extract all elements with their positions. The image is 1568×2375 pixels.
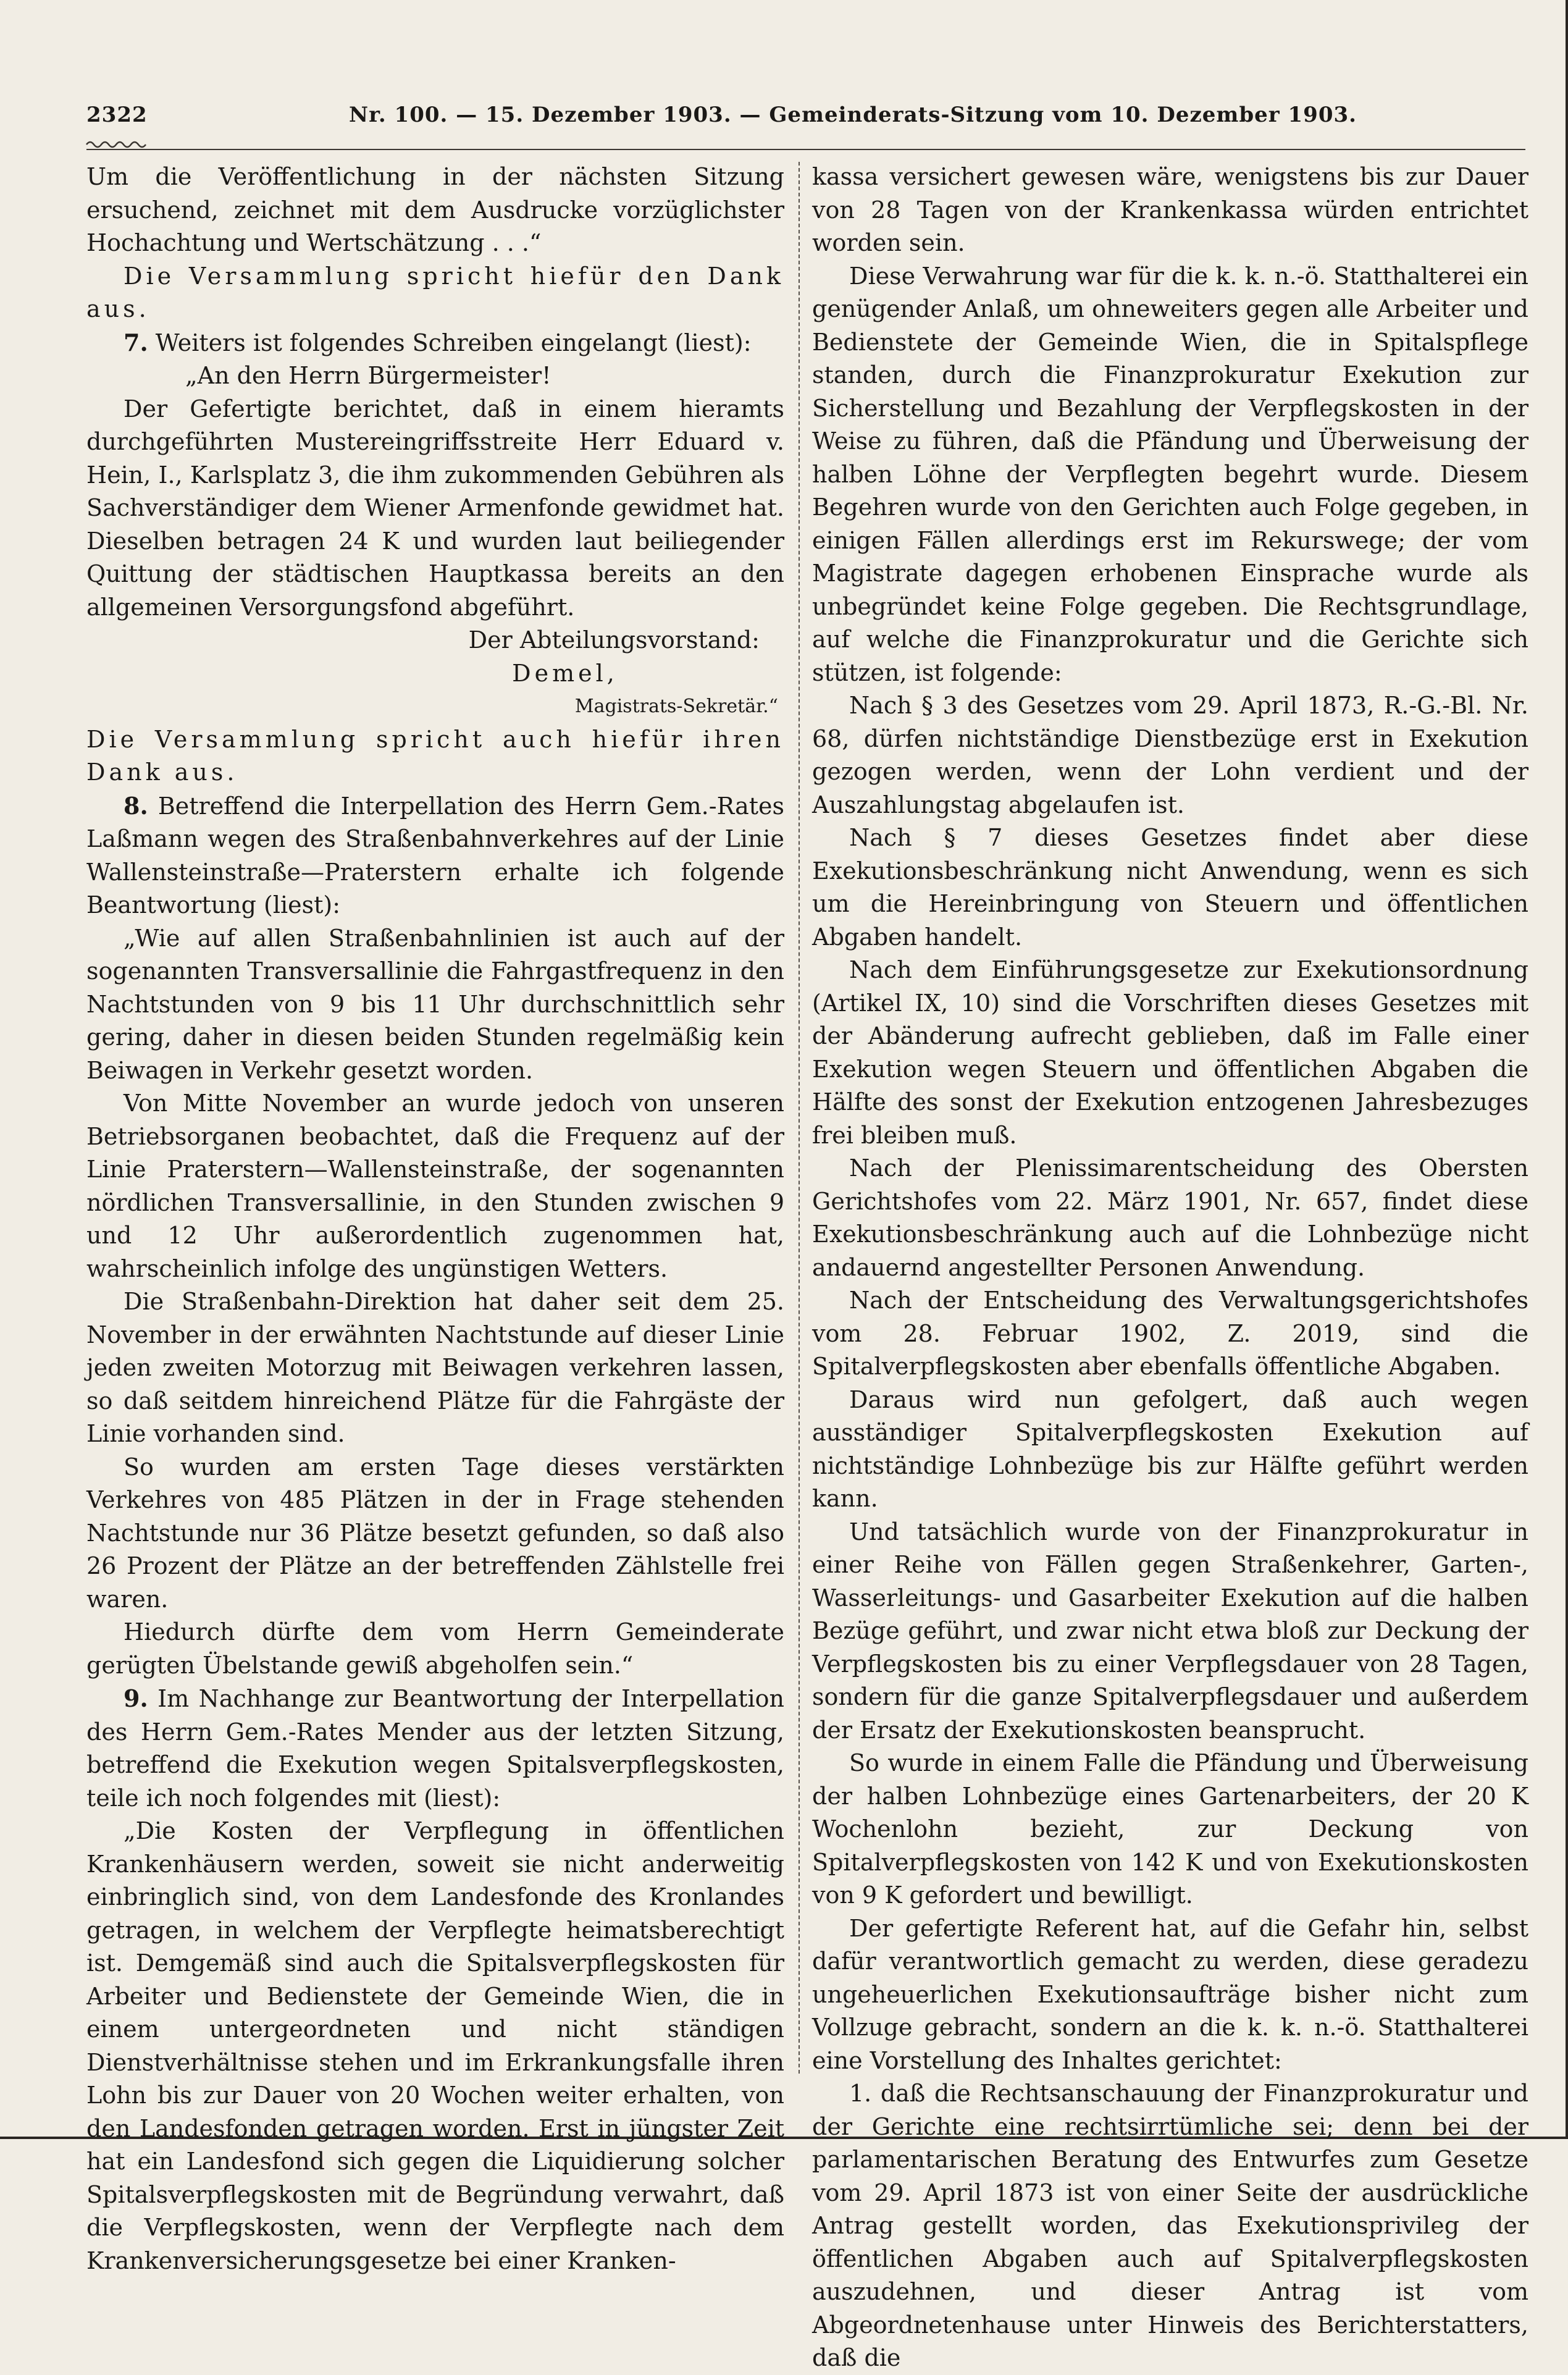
section-number: 8. [124,791,148,820]
paragraph: kassa versichert gewesen wäre, wenigstens bis zur Dauer von 28 Tagen von der Krankenkassa würden entrichtet worden sein. [812,163,1528,256]
paragraph: Die Versammlung spricht auch hiefür ihren Dank aus. [86,725,784,786]
paragraph-text: Betreffend die Interpellation des Herrn Gem.-Rates Laßmann wegen des Straßenbahnverkehres auf der Linie Wallensteinstraße—Praterstern erhalte ich folgende Beantwortung (liest): [86,792,784,918]
paragraph: 1. daß die Rechtsanschauung der Finanzprokuratur und der Gerichte eine rechtsirrtümliche sei; denn bei der parlamentarischen Beratung des Entwurfes zum Gesetze vom 29. April 1873 ist von einer Seite der ausdrückliche Antrag gestellt worden, das Exekutionsprivileg der öffentlichen Abgaben auch auf Spitalverpflegskosten auszudehnen, und dieser Antrag ist vom Abgeordnetenhause unter Hinweis des Berichterstatters, daß die [812,2080,1528,2371]
header-wavy-rule [86,138,1525,151]
signature-name: Demel, [512,659,618,687]
paragraph: Nach der Plenissimarentscheidung des Obersten Gerichtshofes vom 22. März 1901, Nr. 657, findet diese Exekutionsbeschränkung auch auf die Lohnbezüge nicht andauernd angestellter Personen Anwendung. [812,1154,1528,1281]
paragraph-text: Im Nachhange zur Beantwortung der Interpellation des Herrn Gem.-Rates Mender aus der letzten Sitzung, betreffend die Exekution wegen Spitalsverpflegskosten, teile ich noch folgendes mit (liest): [86,1685,784,1812]
signature-title: Magistrats-Sekretär.“ [574,696,778,717]
paragraph-text: Weiters ist folgendes Schreiben eingelangt (liest): [155,329,752,356]
paragraph: Die Versammlung spricht hiefür den Dank aus. [86,262,784,322]
letter-salutation: „An den Herrn Bürgermeister! [185,362,551,389]
paragraph: „Die Kosten der Verpflegung in öffentlichen Krankenhäusern werden, soweit sie nicht anderweitig einbringlich sind, von dem Landesfonde des Kronlandes getragen, in welchem der Verpflegte heimatsberechtigt ist. Demgemäß sind auch die Spitalsverpflegskosten für Arbeiter und Bedienstete der Gemeinde Wien, die in einem untergeordneten und nicht ständigen Dienstverhältnisse stehen und im Erkrankungsfalle ihren Lohn bis zur Dauer von 20 Wochen weiter erhalten, von den Landesfonden getragen worden. Erst in jüngster Zeit hat ein Landesfond sich gegen die Liquidierung solcher Spitalsverpflegskosten mit de Begründung verwahrt, daß die Verpflegskosten, wenn der Verpflegte nach dem Krankenversicherungsgesetze bei einer Kranken- [86,1817,784,2274]
paragraph: Hiedurch dürfte dem vom Herrn Gemeinderate gerügten Übelstande gewiß abgeholfen sein.“ [86,1618,784,1679]
paragraph: „Wie auf allen Straßenbahnlinien ist auch auf der sogenannten Transversallinie die Fahrgastfrequenz in den Nachtstunden von 9 bis 11 Uhr durchschnittlich sehr gering, daher in diesen beiden Stunden regelmäßig kein Beiwagen in Verkehr gesetzt worden. [86,924,784,1084]
paragraph: Nach § 7 dieses Gesetzes findet aber diese Exekutionsbeschränkung nicht Anwendung, wenn es sich um die Hereinbringung von Steuern und öffentlichen Abgaben handelt. [812,824,1528,951]
paragraph: Von Mitte November an wurde jedoch von unseren Betriebsorganen beobachtet, daß die Frequenz auf der Linie Praterstern—Wallensteinstraße, der sogenannten nördlichen Transversallinie, in den Stunden zwischen 9 und 12 Uhr außerordentlich zugenommen hat, wahrscheinlich infolge des ungünstigen Wetters. [86,1090,784,1282]
page-number: 2322 [86,103,148,127]
paragraph-section-8 [86,789,784,922]
section-number: 7. [124,328,148,356]
paragraph: So wurde in einem Falle die Pfändung und Überweisung der halben Lohnbezüge eines Gartenarbeiters, der 20 K Wochenlohn bezieht, zur Deckung von Spitalverpflegskosten von 142 K und von Exekutionskosten von 9 K gefordert und bewilligt. [812,1749,1528,1909]
paragraph: Der Gefertigte berichtet, daß in einem hieramts durchgeführten Mustereingriffsstreite Herr Eduard v. Hein, I., Karlsplatz 3, die ihm zukommenden Gebühren als Sachverständiger dem Wiener Armenfonde gewidmet hat. Dieselben betragen 24 K und wurden laut beiliegender Quittung der städtischen Hauptkassa bereits an den allgemeinen Versorgungsfond abgeführt. [86,395,784,621]
paragraph: Und tatsächlich wurde von der Finanzprokuratur in einer Reihe von Fällen gegen Straßenkehrer, Garten-, Wasserleitungs- und Gasarbeiter Exekution auf die halben Bezüge geführt, und zwar nicht etwa bloß zur Deckung der Verpflegskosten bis zu einer Verpflegsdauer von 28 Tagen, sondern für die ganze Spitalverpflegsdauer und außerdem der Ersatz der Exekutionskosten beansprucht. [812,1518,1528,1744]
paragraph: Um die Veröffentlichung in der nächsten Sitzung ersuchend, zeichnet mit dem Ausdrucke vorzüglichster Hochachtung und Wertschätzung . . .“ [86,163,784,256]
right-column [812,161,1528,2371]
left-column [86,161,784,2274]
paragraph: So wurden am ersten Tage dieses verstärkten Verkehres von 485 Plätzen in der in Frage stehenden Nachtstunde nur 36 Plätze besetzt gefunden, so daß also 26 Prozent der Plätze an der betreffenden Zählstelle frei waren. [86,1453,784,1613]
section-number: 9. [124,1684,148,1712]
page-header [86,99,1482,136]
paragraph: Diese Verwahrung war für die k. k. n.-ö. Statthalterei ein genügender Anlaß, um ohneweiters gegen alle Arbeiter und Bedienstete der Gemeinde Wien, die in Spitalspflege standen, durch die Finanzprokuratur Exekution zur Sicherstellung und Bezahlung der Verpflegskosten in der Weise zu führen, daß die Pfändung und Überweisung der halben Löhne der Verpflegten begehrt wurde. Diesem Begehren wurde von den Gerichten auch Folge gegeben, in einigen Fällen allerdings erst im Rekurswege; der vom Magistrate dagegen erhobenen Einsprache wurde als unbegründet keine Folge gegeben. Die Rechtsgrundlage, auf welche die Finanzprokuratur und die Gerichte sich stützen, ist folgende: [812,262,1528,686]
column-divider [799,162,800,2074]
paragraph: Nach der Entscheidung des Verwaltungsgerichtshofes vom 28. Februar 1902, Z. 2019, sind die Spitalverpflegskosten aber ebenfalls öffentliche Abgaben. [812,1287,1528,1380]
paragraph: Die Straßenbahn-Direktion hat daher seit dem 25. November in der erwähnten Nachtstunde auf dieser Linie jeden zweiten Motorzug mit Beiwagen verkehren lassen, so daß seitdem hinreichend Plätze für die Fahrgäste der Linie vorhanden sind. [86,1288,784,1447]
running-head: Nr. 100. — 15. Dezember 1903. — Gemeinderats-Sitzung vom 10. Dezember 1903. [349,103,1357,127]
signature-role: Der Abteilungsvorstand: [468,626,760,654]
paragraph: Daraus wird nun gefolgert, daß auch wegen ausständiger Spitalverpflegskosten Exekution auf nichtständige Lohnbezüge bis zur Hälfte geführt werden kann. [812,1385,1528,1512]
paragraph: Der gefertigte Referent hat, auf die Gefahr hin, selbst dafür verantwortlich gemacht zu werden, diese geradezu ungeheuerlichen Exekutionsaufträge bisher nicht zum Vollzuge gebracht, sondern an die k. k. n.-ö. Statthalterei eine Vorstellung des Inhaltes gerichtet: [812,1914,1528,2074]
paragraph: Nach dem Einführungsgesetze zur Exekutionsordnung (Artikel IX, 10) sind die Vorschriften dieses Gesetzes mit der Abänderung aufrecht geblieben, daß im Falle einer Exekution wegen Steuern und öffentlichen Abgaben die Hälfte des sonst der Exekution entzogenen Jahresbezuges frei bleiben muß. [812,956,1528,1149]
paragraph-section-7 [86,326,784,360]
paragraph-section-9 [86,1682,784,1815]
paragraph: Nach § 3 des Gesetzes vom 29. April 1873, R.-G.-Bl. Nr. 68, dürfen nichtständige Dienstbezüge erst in Exekution gezogen werden, wenn der Lohn verdient und der Auszahlungstag abgelaufen ist. [812,692,1528,818]
